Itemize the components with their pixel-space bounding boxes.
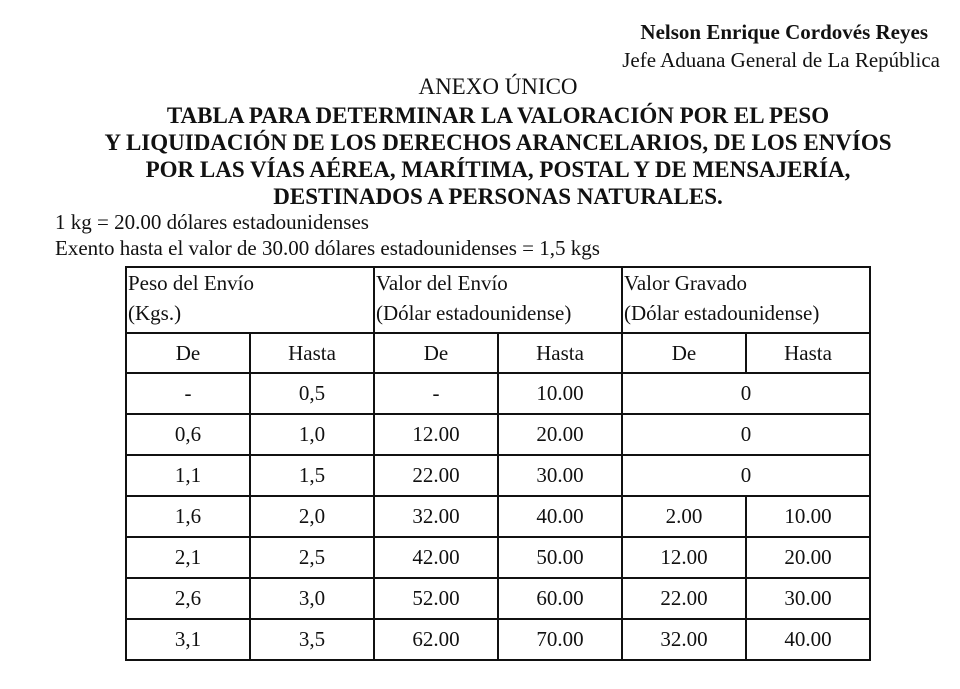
table-row — [126, 373, 870, 414]
weight-to-cell: 3,5 — [250, 619, 374, 660]
group-header-line: Valor del Envío — [376, 271, 508, 295]
value-from-cell: 12.00 — [374, 414, 498, 455]
value-from-cell: 32.00 — [374, 496, 498, 537]
taxed-to-cell: 40.00 — [746, 619, 870, 660]
table-row — [126, 537, 870, 578]
taxed-from-cell: 2.00 — [622, 496, 746, 537]
sub-header: De — [126, 333, 250, 373]
conversion-note: 1 kg = 20.00 dólares estadounidenses — [55, 210, 369, 234]
value-from-cell: 42.00 — [374, 537, 498, 578]
taxed-to-cell: 30.00 — [746, 578, 870, 619]
document-title — [0, 102, 960, 210]
weight-from-cell: 3,1 — [126, 619, 250, 660]
value-to-cell: 70.00 — [498, 619, 622, 660]
title-line: Y LIQUIDACIÓN DE LOS DERECHOS ARANCELARIOS, DE LOS ENVÍOS — [104, 130, 892, 155]
value-from-cell: - — [374, 373, 498, 414]
sub-header: Hasta — [746, 333, 870, 373]
weight-to-cell: 2,5 — [250, 537, 374, 578]
value-to-cell: 50.00 — [498, 537, 622, 578]
sub-header: Hasta — [498, 333, 622, 373]
signatory-name: Nelson Enrique Cordovés Reyes — [640, 20, 928, 44]
group-header-line: Valor Gravado — [624, 271, 748, 295]
value-from-cell: 22.00 — [374, 455, 498, 496]
group-header-line: Peso del Envío — [128, 271, 254, 295]
sub-header: De — [374, 333, 498, 373]
signatory-role: Jefe Aduana General de La República — [622, 48, 940, 72]
title-line: TABLA PARA DETERMINAR LA VALORACIÓN POR EL PESO — [166, 103, 830, 128]
weight-to-cell: 1,0 — [250, 414, 374, 455]
group-header-line: (Dólar estadounidense) — [624, 301, 820, 325]
table-row — [126, 496, 870, 537]
value-group-header — [374, 267, 622, 333]
weight-to-cell: 2,0 — [250, 496, 374, 537]
value-to-cell: 60.00 — [498, 578, 622, 619]
weight-from-cell: - — [126, 373, 250, 414]
sub-header-row — [126, 333, 870, 373]
sub-header: De — [622, 333, 746, 373]
value-from-cell: 62.00 — [374, 619, 498, 660]
taxed-merged-cell: 0 — [622, 414, 870, 455]
weight-from-cell: 2,6 — [126, 578, 250, 619]
taxed-to-cell: 20.00 — [746, 537, 870, 578]
weight-from-cell: 1,6 — [126, 496, 250, 537]
weight-from-cell: 0,6 — [126, 414, 250, 455]
taxed-merged-cell: 0 — [622, 373, 870, 414]
weight-from-cell: 2,1 — [126, 537, 250, 578]
value-from-cell: 52.00 — [374, 578, 498, 619]
taxed-from-cell: 12.00 — [622, 537, 746, 578]
weight-to-cell: 1,5 — [250, 455, 374, 496]
table-row — [126, 619, 870, 660]
taxed-group-header — [622, 267, 870, 333]
table-row — [126, 578, 870, 619]
weight-group-header — [126, 267, 374, 333]
taxed-from-cell: 22.00 — [622, 578, 746, 619]
valuation-table — [125, 266, 871, 661]
taxed-merged-cell: 0 — [622, 455, 870, 496]
weight-to-cell: 3,0 — [250, 578, 374, 619]
value-to-cell: 30.00 — [498, 455, 622, 496]
exemption-note: Exento hasta el valor de 30.00 dólares estadounidenses = 1,5 kgs — [55, 236, 600, 260]
title-line: POR LAS VÍAS AÉREA, MARÍTIMA, POSTAL Y DE MENSAJERÍA, — [145, 157, 851, 182]
weight-from-cell: 1,1 — [126, 455, 250, 496]
taxed-from-cell: 32.00 — [622, 619, 746, 660]
value-to-cell: 40.00 — [498, 496, 622, 537]
weight-to-cell: 0,5 — [250, 373, 374, 414]
sub-header: Hasta — [250, 333, 374, 373]
table-row — [126, 455, 870, 496]
taxed-to-cell: 10.00 — [746, 496, 870, 537]
value-to-cell: 10.00 — [498, 373, 622, 414]
value-to-cell: 20.00 — [498, 414, 622, 455]
group-header-row — [126, 267, 870, 333]
title-line: DESTINADOS A PERSONAS NATURALES. — [273, 184, 723, 209]
table-row — [126, 414, 870, 455]
group-header-line: (Kgs.) — [128, 301, 182, 325]
group-header-line: (Dólar estadounidense) — [376, 301, 572, 325]
annex-label: ANEXO ÚNICO — [418, 74, 578, 99]
